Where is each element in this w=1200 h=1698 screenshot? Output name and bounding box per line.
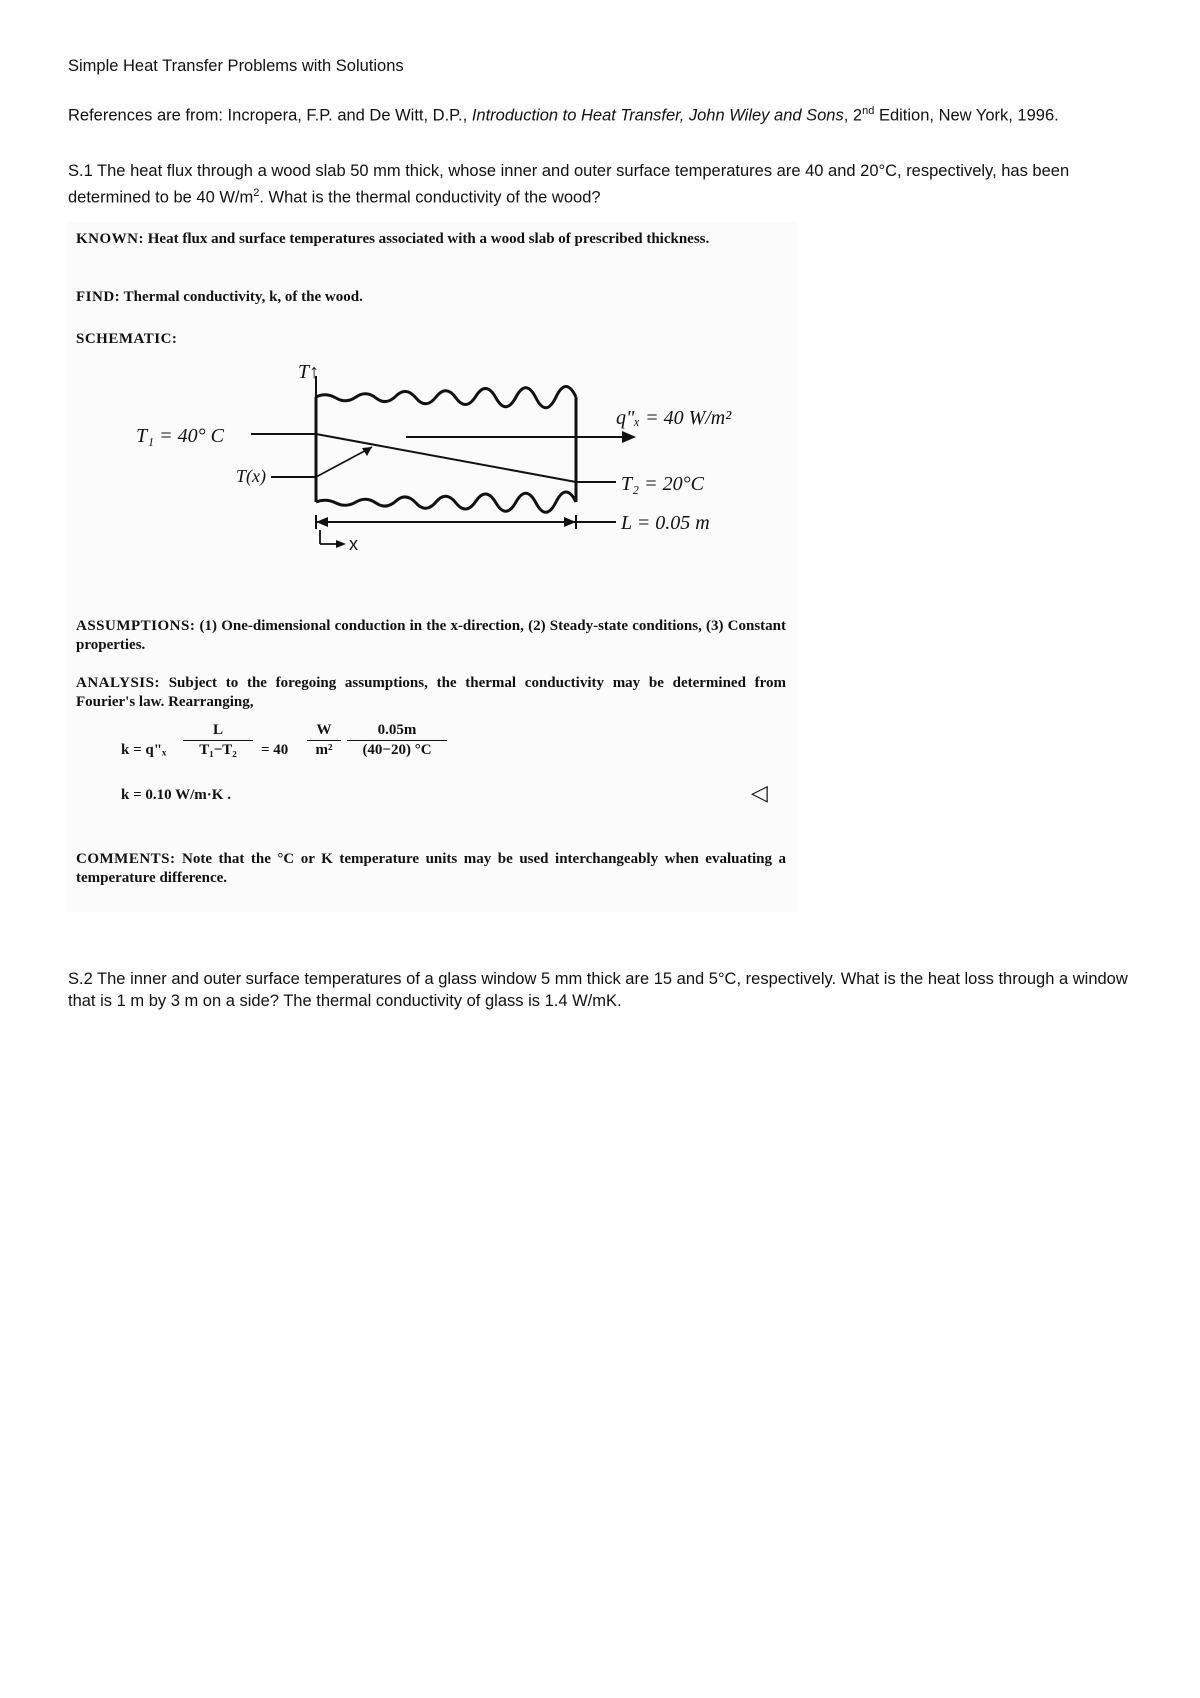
assumptions-section: [76, 617, 786, 655]
known-label: KNOWN:: [76, 231, 144, 247]
t2-label: T₂ = 20°C: [621, 473, 704, 495]
comments-section: [76, 850, 786, 888]
references-prefix: References are from: Incropera, F.P. and De Witt, D.P.,: [68, 106, 472, 125]
slab-schematic: [66, 362, 786, 582]
document-title: Simple Heat Transfer Problems with Solutions: [68, 57, 404, 75]
problem-2-statement: S.2 The inner and outer surface temperatures of a glass window 5 mm thick are 15 and 5°C, respectively. What is the heat loss through a window that is 1 m by 3 m on a side? The thermal conductivity of glass is 1.4 W/mK.: [68, 970, 1128, 1010]
references-edition-sup: nd: [862, 105, 875, 117]
schematic-label: SCHEMATIC:: [76, 331, 178, 347]
temperature-profile: [316, 434, 576, 482]
x-axis-arrow: [336, 540, 346, 548]
references-paragraph: [68, 100, 1128, 127]
fraction-1-numerator: L: [183, 722, 253, 741]
result-line: k = 0.10 W/m·K .: [121, 787, 231, 803]
length-label: L = 0.05 m: [621, 512, 710, 534]
length-arrow-right: [564, 517, 576, 527]
flux-arrow-head: [622, 431, 636, 443]
fraction-1-denominator: T₁−T₂: [199, 742, 237, 758]
analysis-label: ANALYSIS:: [76, 675, 160, 691]
fraction-2-numerator: W: [307, 722, 341, 741]
slab-bottom-edge: [316, 492, 576, 512]
comments-label: COMMENTS:: [76, 851, 176, 867]
x-axis-label: x: [349, 534, 358, 554]
comments-text: Note that the °C or K temperature units may be used interchangeably when evaluating a temperature difference.: [76, 851, 787, 886]
find-label: FIND:: [76, 289, 121, 305]
fraction-2-denominator: m²: [315, 742, 333, 758]
tx-arrow-line: [316, 447, 372, 477]
references-suffix: Edition, New York, 1996.: [874, 106, 1059, 125]
fourier-equation: [121, 722, 541, 782]
assumptions-label: ASSUMPTIONS:: [76, 618, 196, 634]
fraction-l-over-dt: [183, 722, 253, 759]
equation-lhs: k = q"ₓ: [121, 742, 167, 758]
known-section: [76, 230, 786, 249]
problem-1-statement: [68, 160, 1128, 209]
slab-top-edge: [316, 387, 576, 408]
result-marker: ◁: [751, 780, 768, 805]
analysis-section: [76, 674, 786, 712]
fraction-units: [307, 722, 341, 759]
assumptions-text: (1) One-dimensional conduction in the x-direction, (2) Steady-state conditions, (3) Constant properties.: [76, 618, 787, 653]
tx-label: T(x): [236, 466, 266, 486]
t1-label: T₁ = 40° C: [136, 425, 224, 447]
references-book: Introduction to Heat Transfer, John Wiley and Sons: [471, 106, 844, 125]
t-axis-label: T↑: [298, 362, 320, 383]
problem-1-tail: . What is the thermal conductivity of the wood?: [259, 188, 601, 207]
fraction-3-numerator: 0.05m: [347, 722, 447, 741]
problem-1-text: S.1 The heat flux through a wood slab 50 mm thick, whose inner and outer surface temperatures are 40 and 20°C, respectively, has been determined to be 40 W/m: [68, 162, 1070, 207]
references-edition: , 2: [843, 106, 863, 125]
solution-1-scan: [66, 222, 798, 912]
equation-equals: = 40: [261, 742, 289, 758]
known-text: Heat flux and surface temperatures associated with a wood slab of prescribed thickness.: [147, 231, 710, 247]
analysis-text: Subject to the foregoing assumptions, the thermal conductivity may be determined from Fourier's law. Rearranging,: [76, 675, 787, 710]
length-arrow-left: [316, 517, 328, 527]
find-text: Thermal conductivity, k, of the wood.: [123, 289, 363, 305]
fraction-values: [347, 722, 447, 759]
schematic-section: [76, 330, 786, 349]
find-section: [76, 288, 786, 307]
fraction-3-denominator: (40−20) °C: [362, 742, 432, 758]
flux-label: q"ₓ = 40 W/m²: [616, 407, 732, 429]
problem-1-sup: 2: [253, 187, 260, 199]
